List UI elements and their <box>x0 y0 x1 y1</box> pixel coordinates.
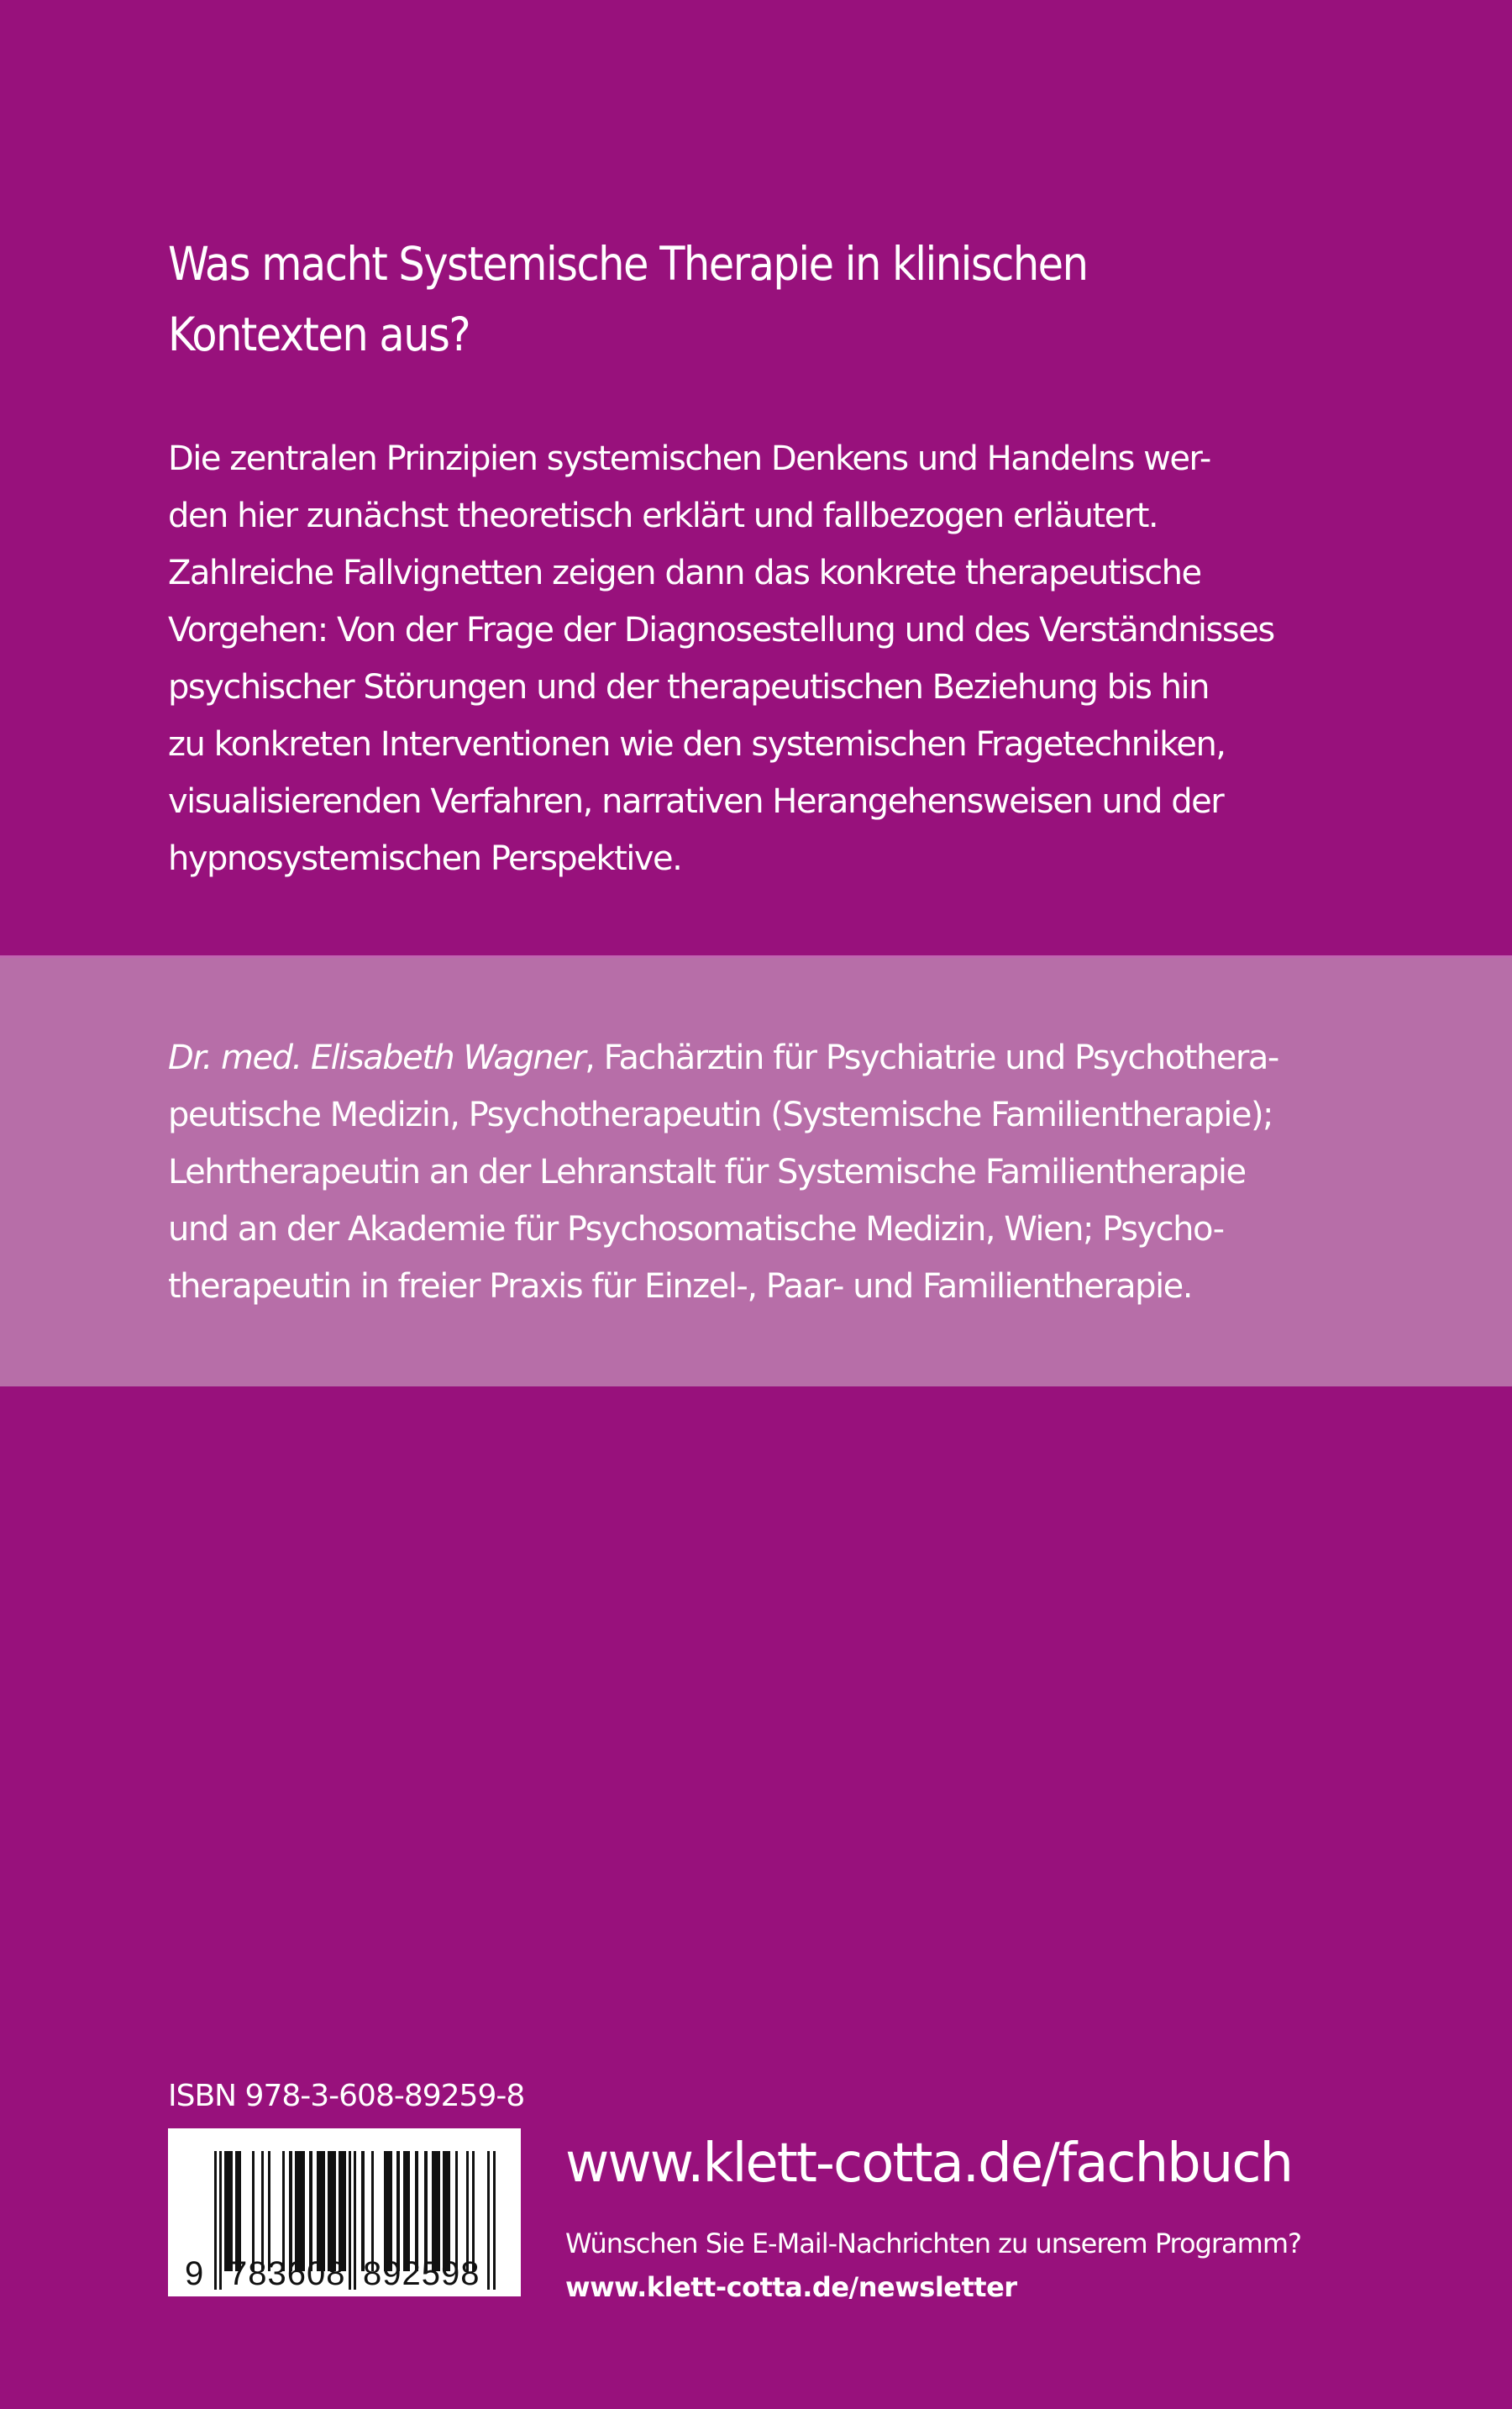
description-line: visualisierenden Verfahren, narrativen Herangehensweisen und der <box>168 782 1224 821</box>
author-bio-line <box>168 1029 1386 1086</box>
author-bio <box>168 1029 1386 1315</box>
author-title: , Fachärztin für Psychiatrie und Psychothera- <box>585 1039 1278 1077</box>
description-line: zu konkreten Interventionen wie den systemischen Fragetechniken, <box>168 725 1226 764</box>
barcode <box>168 2128 521 2296</box>
description-line: Vorgehen: Von der Frage der Diagnosestellung und des Verständnisses <box>168 611 1274 650</box>
headline <box>168 229 1361 370</box>
barcode-digit-first: 9 <box>185 2255 204 2292</box>
barcode-digits-right: 892598 <box>363 2255 480 2292</box>
author-bio-line: und an der Akademie für Psychosomatische Medizin, Wien; Psycho- <box>168 1210 1224 1249</box>
isbn-label: ISBN 978-3-608-89259-8 <box>168 2079 525 2113</box>
book-description <box>168 430 1369 887</box>
author-bio-line: Lehrtherapeutin an der Lehranstalt für Systemische Familientherapie <box>168 1153 1246 1191</box>
description-line: hypnosystemischen Perspektive. <box>168 839 682 878</box>
author-bio-line: peutische Medizin, Psychotherapeutin (Systemische Familientherapie); <box>168 1096 1273 1134</box>
headline-line: Kontexten aus? <box>168 308 470 361</box>
barcode-digits-left: 783608 <box>228 2255 346 2292</box>
description-line: den hier zunächst theoretisch erklärt und fallbezogen erläutert. <box>168 497 1158 535</box>
newsletter-link[interactable]: www.klett-cotta.de/newsletter <box>565 2271 1017 2303</box>
author-bio-line: therapeutin in freier Praxis für Einzel-, Paar- und Familientherapie. <box>168 1267 1192 1306</box>
description-line: psychischer Störungen und der therapeutischen Beziehung bis hin <box>168 668 1209 707</box>
headline-line: Was macht Systemische Therapie in klinischen <box>168 237 1088 291</box>
description-line: Die zentralen Prinzipien systemischen Denkens und Handelns wer- <box>168 439 1210 478</box>
author-name: Dr. med. Elisabeth Wagner <box>168 1039 585 1077</box>
publisher-website-link[interactable]: www.klett-cotta.de/fachbuch <box>565 2133 1293 2195</box>
newsletter-prompt: Wünschen Sie E-Mail-Nachrichten zu unserem Programm? <box>565 2228 1301 2259</box>
description-line: Zahlreiche Fallvignetten zeigen dann das konkrete therapeutische <box>168 554 1201 592</box>
